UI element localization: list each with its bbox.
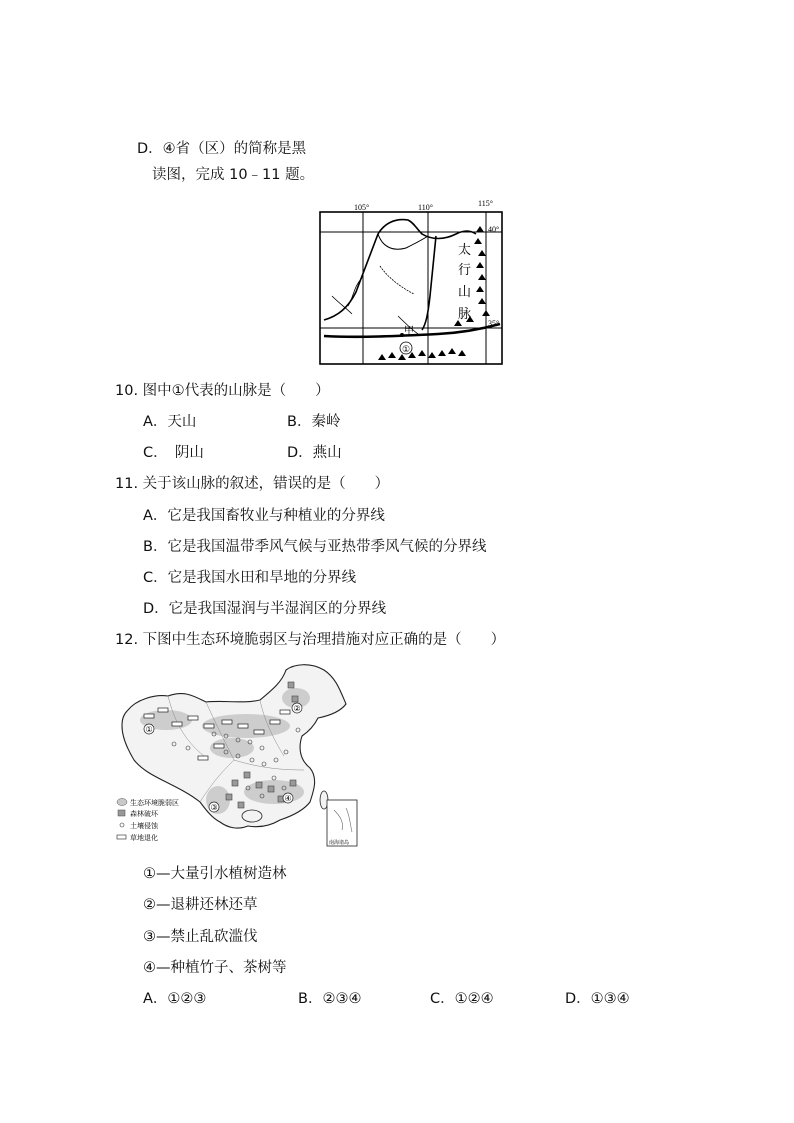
legend-soil: 土壤侵蚀 bbox=[130, 822, 158, 830]
south-china-sea-inset bbox=[327, 800, 357, 846]
inset-label: 南海诸岛 bbox=[329, 840, 350, 846]
q11-option-c: C．它是我国水田和旱地的分界线 bbox=[143, 570, 357, 586]
q12-option-b: B．②③④ bbox=[298, 991, 362, 1007]
q12-option-a: A．①②③ bbox=[143, 991, 207, 1007]
q11-stem: 11. 关于该山脉的叙述，错误的是（ ） bbox=[115, 476, 390, 492]
q11-option-d: D．它是我国湿润与半湿润区的分界线 bbox=[143, 601, 387, 617]
legend-forest: 森林破坏 bbox=[130, 810, 158, 818]
lon-105-label: 105° bbox=[354, 203, 370, 212]
q12-option-c: C．①②④ bbox=[430, 991, 494, 1007]
q12-measure-1: ①—大量引水植树造林 bbox=[143, 866, 287, 882]
legend-fragile: 生态环境脆弱区 bbox=[130, 799, 179, 807]
q10-option-c: C． 阴山 bbox=[143, 445, 204, 461]
lon-110-label: 110° bbox=[418, 203, 433, 212]
q9-option-d: D．④省（区）的简称是黑 bbox=[137, 141, 307, 157]
map2-marker-1: ① bbox=[145, 725, 153, 734]
q10-stem: 10. 图中①代表的山脉是（ ） bbox=[115, 383, 330, 399]
legend-grassland: 草地退化 bbox=[130, 834, 158, 842]
mountain-char-3: 山 bbox=[458, 284, 472, 299]
q12-measure-3: ③—禁止乱砍滥伐 bbox=[143, 929, 258, 945]
lon-115-label: 115° bbox=[478, 199, 493, 208]
q12-stem: 12. 下图中生态环境脆弱区与治理措施对应正确的是（ ） bbox=[115, 632, 506, 648]
map2-marker-4: ④ bbox=[284, 794, 292, 803]
taihang-region-map bbox=[318, 196, 508, 368]
q11-option-a: A．它是我国畜牧业与种植业的分界线 bbox=[143, 508, 385, 524]
china-ecology-map bbox=[114, 660, 364, 855]
q12-option-d: D．①③④ bbox=[565, 991, 630, 1007]
lat-40-label: 40° bbox=[488, 225, 500, 234]
q10-option-a: A．天山 bbox=[143, 414, 197, 430]
q10-option-d: D．燕山 bbox=[287, 445, 342, 461]
mountain-char-2: 行 bbox=[458, 262, 472, 277]
mountain-char-4: 脉 bbox=[458, 306, 472, 321]
mountain-char-1: 太 bbox=[458, 242, 472, 257]
map2-marker-2: ② bbox=[293, 704, 301, 713]
lat-35-label: 35° bbox=[488, 319, 500, 328]
q12-measure-4: ④—种植竹子、茶树等 bbox=[143, 960, 287, 976]
q11-option-b: B．它是我国温带季风气候与亚热带季风气候的分界线 bbox=[143, 539, 487, 555]
map2-marker-3: ③ bbox=[210, 803, 218, 812]
read-prompt: 读图，完成 10﹣11 题。 bbox=[152, 167, 315, 183]
q12-measure-2: ②—退耕还林还草 bbox=[143, 897, 258, 913]
city-jia-label: 甲 bbox=[404, 326, 414, 337]
map-legend bbox=[117, 798, 179, 842]
marker-1-label: ① bbox=[402, 344, 411, 354]
q10-option-b: B．秦岭 bbox=[287, 414, 341, 430]
